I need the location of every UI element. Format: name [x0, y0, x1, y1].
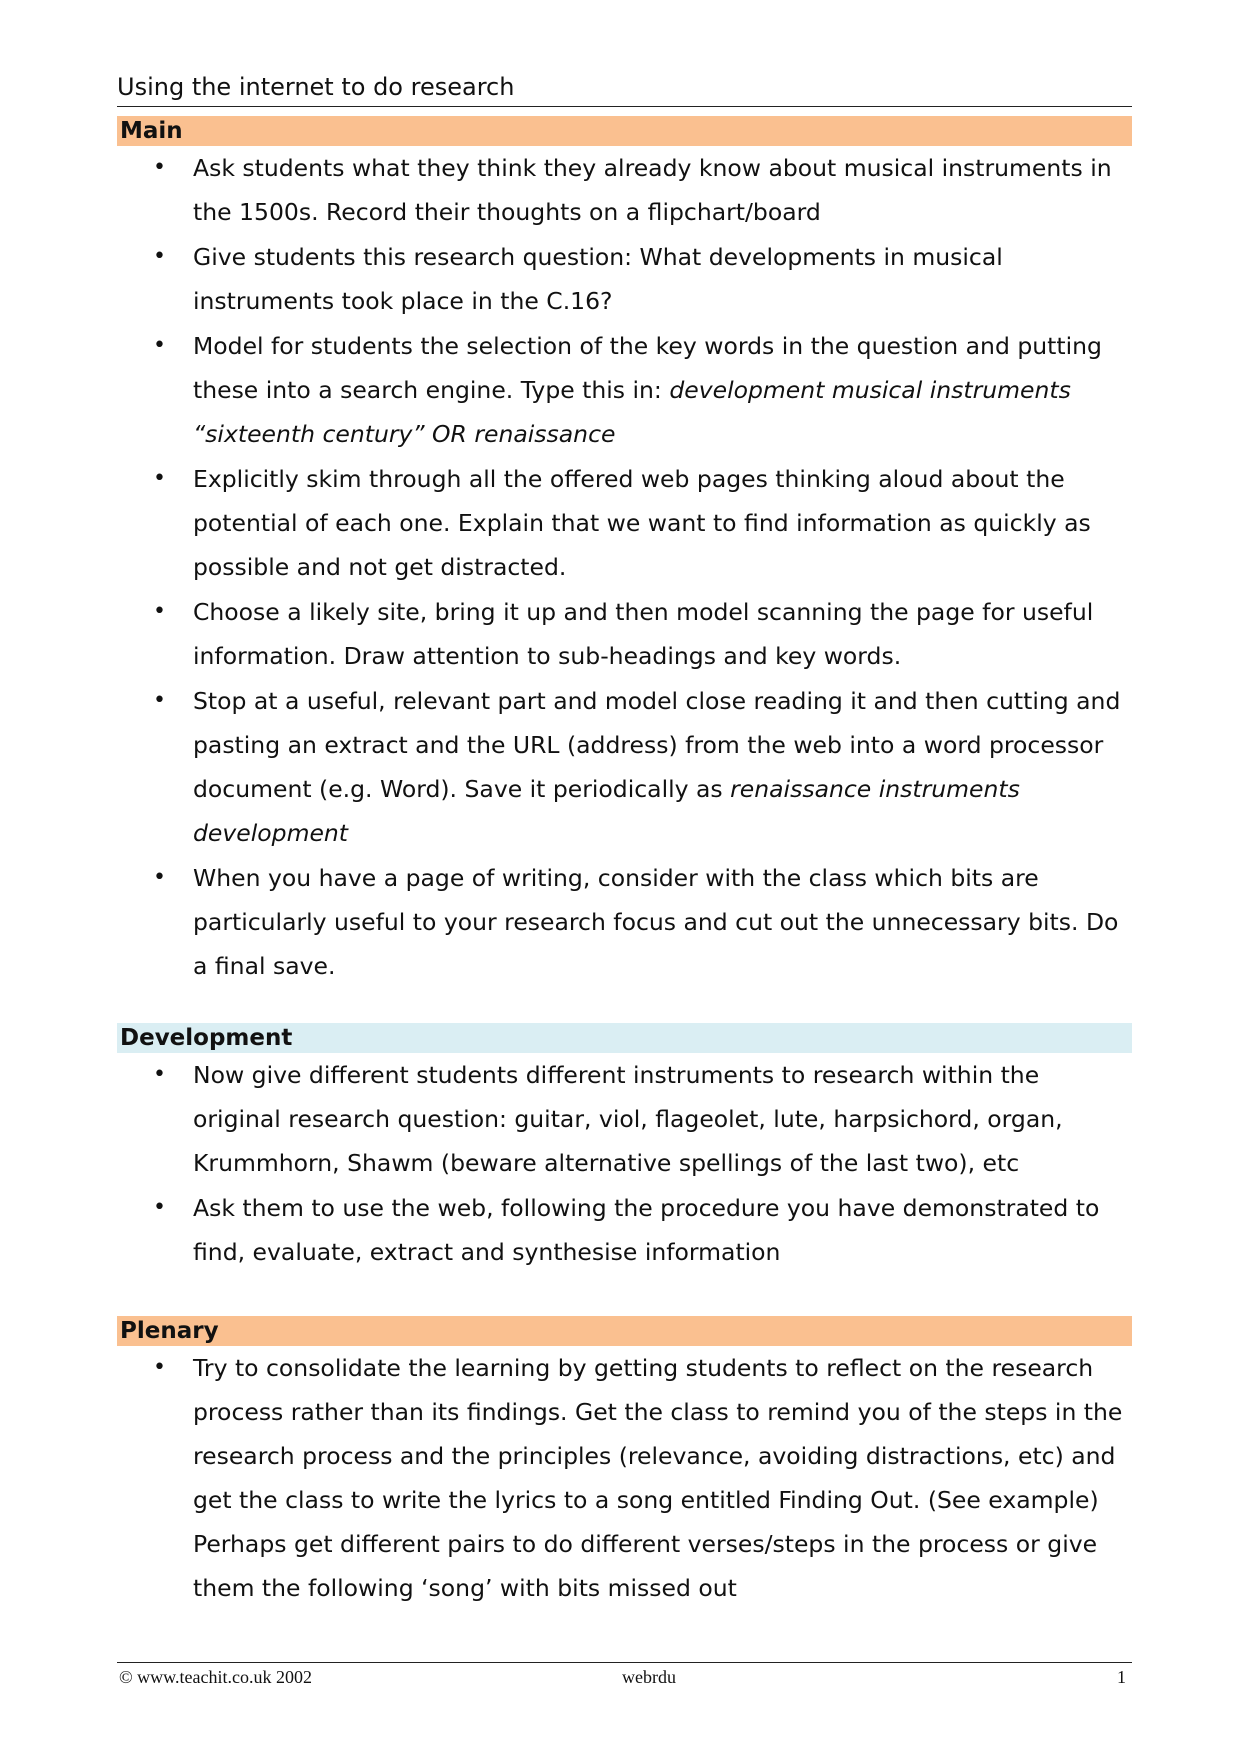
- page-footer: [117, 1662, 1132, 1693]
- section-heading-development: Development: [117, 1023, 1132, 1053]
- plenary-list: [117, 1346, 1132, 1610]
- list-item: • When you have a page of writing, consider with the class which bits are particularly useful to your research focus and cut out the unnecessary bits. Do a final save.: [117, 856, 1132, 988]
- list-item: • Now give different students different instruments to research within the original research question: guitar, viol, flageolet, lute, harpsichord, organ, Krummhorn, Shawm (beware alternative spellings of the last two), etc: [117, 1053, 1132, 1185]
- footer-code: webrdu: [622, 1667, 676, 1687]
- list-item: • Explicitly skim through all the offered web pages thinking aloud about the potential of each one. Explain that we want to find information as quickly as possible and not get distracted.: [117, 457, 1132, 589]
- list-item: • Stop at a useful, relevant part and model close reading it and then cutting and pasting an extract and the URL (address) from the web into a word processor document (e.g. Word). Save it periodically as renaissance instruments development: [117, 679, 1132, 855]
- section-main: [117, 116, 1132, 989]
- list-item: • Choose a likely site, bring it up and then model scanning the page for useful information. Draw attention to sub-headings and key words.: [117, 590, 1132, 678]
- page-title: Using the internet to do research: [117, 72, 1132, 107]
- section-development: [117, 1023, 1132, 1275]
- main-list: [117, 146, 1132, 988]
- list-item: • Ask students what they think they already know about musical instruments in the 1500s. Record their thoughts on a flipchart/board: [117, 146, 1132, 234]
- list-item: • Try to consolidate the learning by getting students to reflect on the research process rather than its findings. Get the class to remind you of the steps in the research process and the principles (relevance, avoiding distractions, etc) and get the class to write the lyrics to a song entitled Finding Out. (See example) Perhaps get different pairs to do different verses/steps in the process or give them the following ‘song’ with bits missed out: [117, 1346, 1132, 1610]
- development-list: [117, 1053, 1132, 1274]
- section-heading-main: Main: [117, 116, 1132, 146]
- list-item: • Give students this research question: What developments in musical instruments took place in the C.16?: [117, 235, 1132, 323]
- section-heading-plenary: Plenary: [117, 1316, 1132, 1346]
- footer-page-number: 1: [1117, 1667, 1126, 1687]
- list-item: • Ask them to use the web, following the procedure you have demonstrated to find, evaluate, extract and synthesise information: [117, 1186, 1132, 1274]
- list-item: • Model for students the selection of the key words in the question and putting these into a search engine. Type this in: development musical instruments “sixteenth century” OR renaissance: [117, 324, 1132, 456]
- section-plenary: [117, 1316, 1132, 1611]
- footer-copyright: © www.teachit.co.uk 2002: [119, 1667, 312, 1687]
